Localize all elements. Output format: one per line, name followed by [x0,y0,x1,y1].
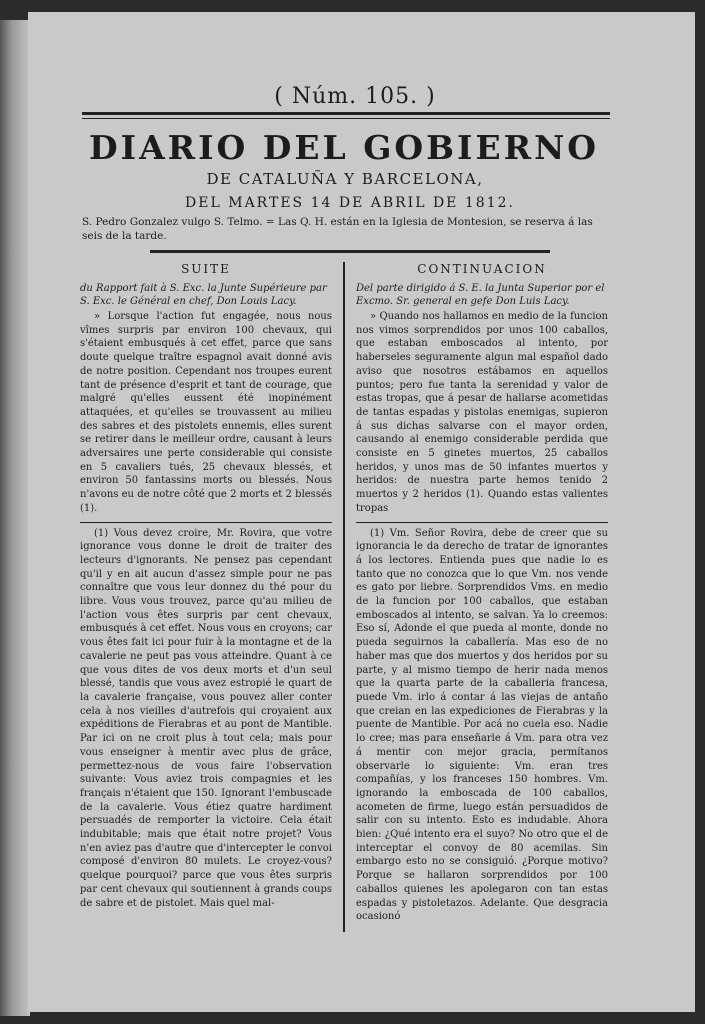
daily-notice: S. Pedro Gonzalez vulgo S. Telmo. = Las Q. H. están en la Iglesia de Montesion, se reserva á las seis de la tarde. [82,216,593,242]
left-column-title: du Rapport fait à S. Exc. la Junte Supérieure par S. Exc. le Général en chef, Don Louis Lacy. [80,283,327,307]
top-rule-thin [82,118,610,119]
issue-number: ( Núm. 105. ) [274,84,436,109]
header-divider [150,250,550,253]
left-column-footnote: (1) Vous devez croire, Mr. Rovira, que votre ignorance vous donne le droit de traiter des lecteurs d'ignorants. Ne pensez pas cependant qu'il y en ait aucun d'assez simple pour ne pas connaître que vous leur donnez du thé pour du libre. Vous vous trouvez, parce qu'au milieu de l'action vous êtes surpris par cent chevaux, embusqués à cet effet. Nous vous en croyons; car vous êtes fait ici pour fuir à la montagne et de la cavalerie ne peut pas vous atteindre. Quant à ce que vous dites de vos deux morts et d'un seul blessé, tandis que vous avez estropié le quart de la cavalerie française, vous pouvez aller conter cela à nos vieilles d'autrefois qui croyaient aux expéditions de Fierabras et au pont de Mantible. Par ici on ne croit plus à tout cela; mais pour vous enseigner à mentir avec plus de grâce, permettez-nous de vous faire l'observation suivante: Vous aviez trois compagnies et les français n'étaient que 150. Ignorant l'embuscade de la cavalerie. Vous étiez quatre hardiment persuadés de remporter la victoire. Cela était indubitable; mais que était notre projet? Vous n'en aviez pas d'autre que d'intercepter le convoi composé d'environ 80 mulets. Le croyez-vous? quelque pourquoi? parce que vous êtes surpris par cent chevaux qui soutiennent à grands coups de sabre et de pistolet. Mais quel mal- [80,527,332,909]
right-column-title: Del parte dirigido á S. E. la Junta Superior por el Excmo. Sr. general en gefe Don Luis Lacy. [356,283,605,307]
top-rule [82,112,610,115]
masthead-title: DIARIO DEL GOBIERNO [89,128,599,167]
right-column-heading: CONTINUACION [417,262,547,276]
right-column [356,262,608,932]
left-column [80,262,332,932]
right-column-paragraph: » Quando nos hallamos en medio de la funcion nos vimos sorprendidos por unos 100 caballos, que estaban emboscados al intento, por haberseles seguramente algun mal español dado aviso que nosotros estábamos en aquellos puntos; pero fue tanta la serenidad y valor de estas tropas, que á pesar de hallarse acometidas de tantas espadas y pistolas enemigas, supieron á sus dichas salvarse con el mayor orden, causando al enemigo considerable perdida que consiste en 5 ginetes muertos, 25 caballos heridos, y unos mas de 50 infantes muertos y heridos: de nuestra parte hemos tenido 2 muertos y 2 heridos (1). Quando estas valientes tropas [356,311,608,514]
column-divider [343,262,345,932]
issue-date: DEL MARTES 14 DE ABRIL DE 1812. [185,195,515,211]
left-column-heading: SUITE [181,262,231,276]
left-footnote-rule [80,522,332,523]
left-column-paragraph: » Lorsque l'action fut engagée, nous nous vîmes surpris par environ 100 chevaux, qui s'étaient embusqués à cet effet, parce que sans doute quelque traître espagnol avait donné avis de notre position. Cependant nos troupes eurent tant de présence d'esprit et tant de courage, que malgré qu'elles eussent été inopinément attaquées, et qu'elles se trouvassent au milieu des sabres et des pistolets ennemis, elles surent se retirer dans le meilleur ordre, causant à leurs adversaires une perte considerable qui consiste en 5 cavaliers tués, 25 chevaux blessés, et environ 50 fantassins morts ou blessés. Nous n'avons eu de notre côté que 2 morts et 2 blessés (1). [80,311,332,514]
book-gutter [0,20,30,1016]
masthead-subtitle: DE CATALUÑA Y BARCELONA, [206,170,484,188]
right-column-footnote: (1) Vm. Señor Rovira, debe de creer que su ignorancia le da derecho de tratar de ignorantes á los lectores. Entienda pues que nadie lo es tanto que no conozca que lo que Vm. nos vende es gato por liebre. Sorprendidos Vms. en medio de la funcion por 100 caballos, que estaban emboscados al intento, se salvan. Ya lo creemos: Eso sí, Adonde el que pueda al monte, donde no pueda seguirnos la caballería. Mas eso de no haber mas que dos muertos y dos heridos por su parte, y al mismo tiempo de herir nada menos que la quarta parte de la caballeria francesa, puede Vm. irlo á contar á las viejas de antaño que creian en las expediciones de Fierabras y la puente de Mantible. Por acá no cuela eso. Nadie lo cree; mas para enseñarle á Vm. para otra vez á mentir con mejor gracia, permítanos observarle lo siguiente: Vm. eran tres compañías, y los franceses 150 hombres. Vm. ignorando la emboscada de 100 caballos, acometen de firme, luego están persuadidos de salir con su intento. Esto es indudable. Ahora bien: ¿Qué intento era el suyo? No otro que el de interceptar el convoy de 80 acemilas. Sin embargo esto no se consiguió. ¿Porque motivo? Porque se hallaron sorprendidos por 100 caballos quienes les apolegaron con tan estas espadas y pistoletazos. Adelante. Que desgracia ocasionó [356,527,608,923]
right-footnote-rule [356,522,608,523]
